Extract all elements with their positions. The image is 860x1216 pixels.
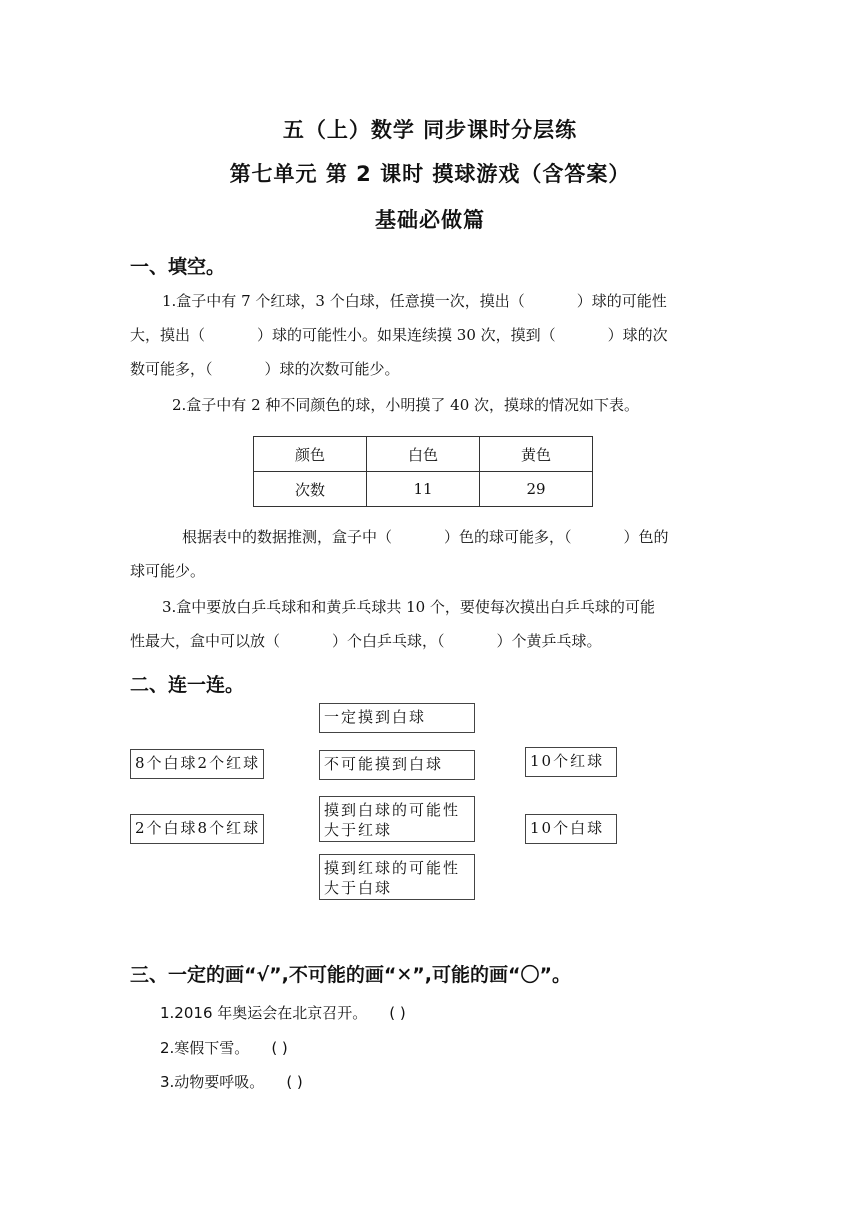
judge-text: 2.寒假下雪。: [160, 1039, 250, 1057]
q1-line1: [162, 284, 667, 318]
worksheet-title: 五（上）数学 同步课时分层练: [282, 118, 578, 142]
q1-text-g: ）球的次数可能少。: [264, 360, 400, 378]
q3-text-b: ）个白乒乓球，（: [332, 632, 445, 650]
match-middle-box[interactable]: 一定摸到白球: [319, 703, 475, 733]
table-row: [254, 437, 593, 472]
judge-item: [160, 1002, 406, 1023]
q1-text-b: ）球的可能性: [576, 292, 667, 310]
match-left-box[interactable]: 8个白球2个红球: [130, 749, 264, 779]
q1-line3: [130, 352, 400, 386]
match-middle-box[interactable]: 摸到红球的可能性大于白球: [319, 854, 475, 900]
q3-text-c: ）个黄乒乓球。: [496, 632, 602, 650]
section1-heading: 一、填空。: [130, 256, 226, 278]
tally-table: [253, 436, 593, 507]
answer-paren[interactable]: ( ): [389, 1004, 406, 1022]
match-left-box[interactable]: 2个白球8个红球: [130, 814, 264, 844]
judge-text: 3.动物要呼吸。: [160, 1073, 265, 1091]
q2-text-a: 根据表中的数据推测，盒子中（: [182, 528, 393, 546]
q3-line2: [130, 624, 602, 658]
answer-paren[interactable]: ( ): [286, 1073, 303, 1091]
q3-line1: 3.盒中要放白乒乓球和和黄乒乓球共 10 个，要使每次摸出白乒乓球的可能: [162, 598, 655, 616]
section2-heading: 二、连一连。: [130, 674, 245, 696]
match-right-box[interactable]: 10个白球: [525, 814, 617, 844]
answer-paren[interactable]: ( ): [271, 1039, 288, 1057]
section3-heading: 三、一定的画“√”,不可能的画“✕”,可能的画“〇”。: [130, 964, 571, 986]
q1-text-d: ）球的可能性小。如果连续摸 30 次，摸到（: [257, 326, 556, 344]
table-cell: 29: [480, 472, 593, 507]
q3-text-a: 性最大，盒中可以放（: [130, 632, 281, 650]
q1-text-a: 1.盒子中有 7 个红球，3 个白球，任意摸一次，摸出（: [162, 292, 525, 310]
match-middle-box[interactable]: 不可能摸到白球: [319, 750, 475, 780]
q1-line2: [130, 318, 668, 352]
q2-line2: 球可能少。: [130, 562, 206, 580]
table-cell: 11: [367, 472, 480, 507]
judge-text: 1.2016 年奥运会在北京召开。: [160, 1004, 368, 1022]
level-title: 基础必做篇: [375, 208, 485, 232]
q2-text-b: ）色的球可能多，（: [444, 528, 572, 546]
q2-line1: [182, 520, 669, 554]
table-cell: 次数: [254, 472, 367, 507]
lesson-title: 第七单元 第 2 课时 摸球游戏（含答案）: [229, 162, 631, 186]
q1-text-f: 数可能多，（: [130, 360, 213, 378]
q1-text-e: ）球的次: [607, 326, 668, 344]
table-cell: 白色: [367, 437, 480, 472]
q1-text-c: 大，摸出（: [130, 326, 206, 344]
q2-intro: 2.盒子中有 2 种不同颜色的球，小明摸了 40 次，摸球的情况如下表。: [172, 396, 640, 414]
q2-text-c: ）色的: [623, 528, 669, 546]
table-cell: 颜色: [254, 437, 367, 472]
match-right-box[interactable]: 10个红球: [525, 747, 617, 777]
table-row: [254, 472, 593, 507]
judge-item: [160, 1037, 288, 1058]
judge-item: [160, 1071, 303, 1092]
table-cell: 黄色: [480, 437, 593, 472]
match-middle-box[interactable]: 摸到白球的可能性大于红球: [319, 796, 475, 842]
